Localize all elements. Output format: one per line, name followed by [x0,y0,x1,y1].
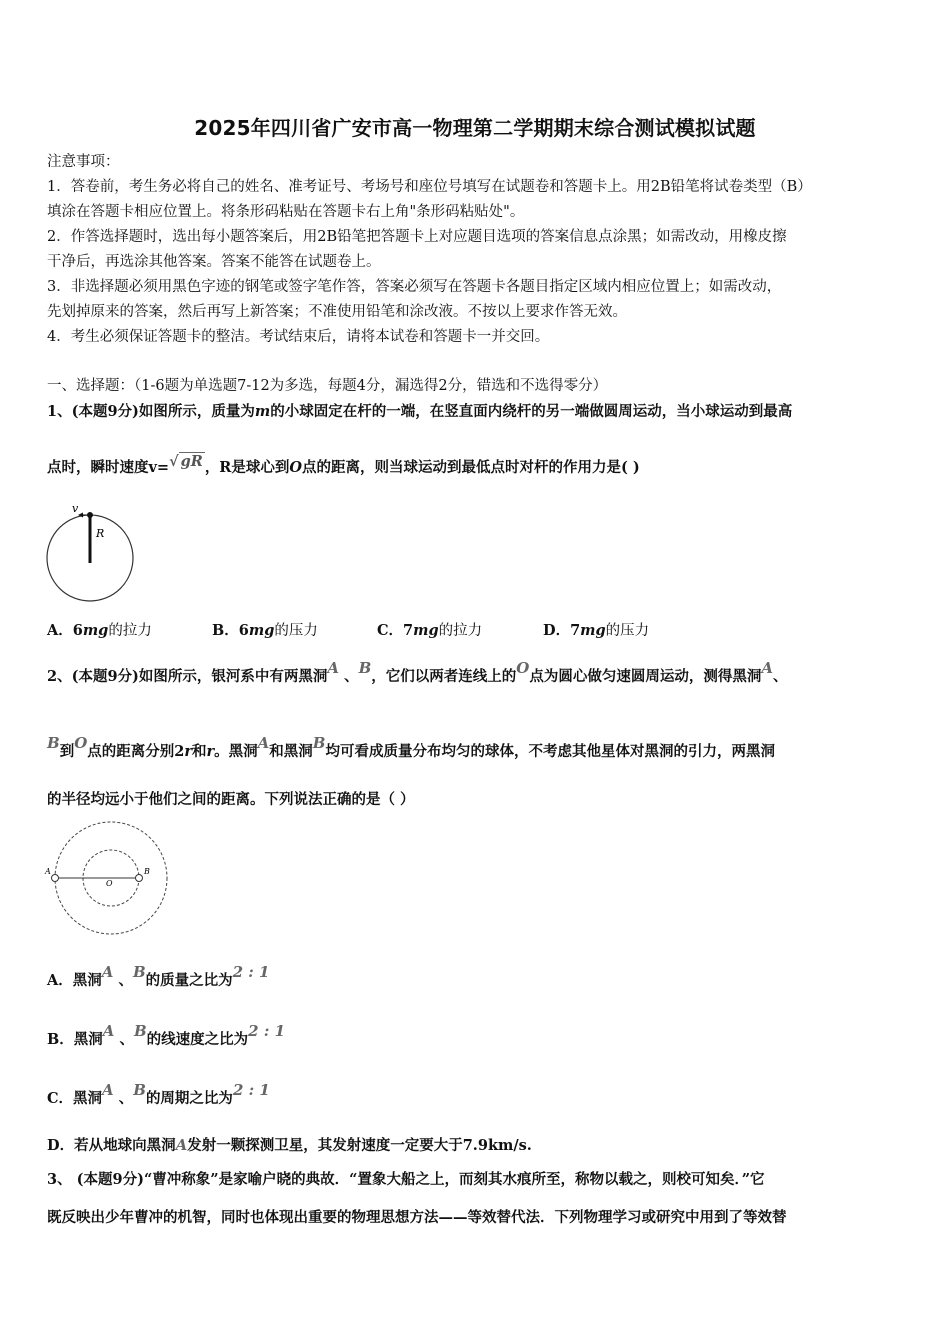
q1-stem-line2 [47,453,907,478]
q2-blackhole-a [52,875,59,882]
q1-option-b-label: B．6 [212,622,249,639]
q1-label-R: R [96,527,105,540]
q2-option-b-text: 的线速度之比为 [146,1031,249,1048]
q1-option-b-mg: mg [248,622,275,639]
q2-text-7: 。黑洞 [214,743,258,760]
q2-stem-line2 [47,734,907,762]
q2-option-b-sep: 、 [119,1031,134,1048]
q1-option-a-text: 的拉力 [108,623,152,639]
q1-text-2: 的小球固定在杆的一端，在竖直面内绕杆的另一端做圆周运动，当小球运动到最高 [270,403,793,420]
q2-B-2: B [47,734,60,752]
q2-option-a[interactable] [47,963,907,991]
q2-option-b-A: A [102,1022,115,1040]
q2-A-3: A [257,734,270,752]
q2-option-c[interactable] [47,1081,907,1109]
q2-option-d-label: D．若从地球向黑洞 [47,1137,176,1154]
q2-option-d[interactable] [47,1135,907,1156]
q1-option-c-mg: mg [413,622,439,639]
q2-blackhole-b [136,875,143,882]
q1-option-d[interactable] [543,619,649,640]
q2-option-c-text: 的周期之比为 [145,1090,233,1107]
q2-text-8: 和黑洞 [269,743,313,760]
q2-text-1: 2、(本题9分)如图所示，银河系中有两黑洞 [47,668,328,685]
q1-text-4: ，R是球心到 [204,459,290,476]
q2-r-1: r [184,743,192,760]
q1-O: O [289,459,303,476]
q1-option-d-text: 的压力 [605,623,650,639]
q1-m: m [254,403,271,420]
q2-stem-line3: 的半径均远小于他们之间的距离。下列说法正确的是（ ） [47,791,415,808]
sqrt-formula: √ gR [169,453,203,470]
q2-A-2: A [761,659,774,677]
q2-O-2: O [74,734,88,752]
q2-option-c-label: C．黑洞 [47,1090,103,1107]
notice-heading: 注意事项： [47,154,120,170]
q2-text-9: 均可看成质量分布均匀的球体，不考虑其他星体对黑洞的引力，两黑洞 [325,743,775,760]
notice-line-3b: 先划掉原来的答案，然后再写上新答案；不准使用铅笔和涂改液。不按以上要求作答无效。 [47,304,627,320]
notice-line-3a: 3．非选择题必须用黑色字迹的钢笔或签字笔作答，答案必须写在答题卡各题目指定区域内相应位置上；如需改动， [47,279,782,295]
q2-option-a-sep: 、 [118,972,133,989]
q1-option-a[interactable] [47,619,152,640]
notice-line-1a: 1．答卷前，考生务必将自己的姓名、准考证号、考场号和座位号填写在试题卷和答题卡上。用2B铅笔将试卷类型（B） [47,179,812,195]
q2-stem-line1 [47,659,907,687]
section-heading: 一、选择题：（1-6题为单选题7-12为多选，每题4分，漏选得2分，错选和不选得零分） [47,378,608,394]
q1-label-v: v [72,502,79,515]
q2-option-c-sep: 、 [118,1090,134,1107]
sqrt-radicand: gR [180,453,203,470]
q2-option-b[interactable] [47,1022,907,1050]
q2-option-a-A: A [101,963,114,981]
q1-text-3: 点时，瞬时速度v= [47,459,170,476]
q3-stem-line1: 3、 (本题9分)“曹冲称象”是家喻户晓的典故．“置象大船之上，而刻其水痕所至，称物以载之，则校可知矣．”它 [47,1171,765,1188]
q3-stem-line2: 既反映出少年曹冲的机智，同时也体现出重要的物理思想方法——等效替代法．下列物理学习或研究中用到了等效替 [47,1209,787,1226]
q2-B-3: B [312,734,326,752]
q2-label-A: A [45,867,51,876]
q1-option-c[interactable] [377,619,482,640]
notice-line-2b: 干净后，再选涂其他答案。答案不能答在试题卷上。 [47,254,381,270]
q2-option-c-ratio: 2 : 1 [232,1081,270,1099]
q2-text-5: 点的距离分别2 [87,743,185,760]
q2-A-1: A [327,659,340,677]
q1-stem-line1 [47,402,907,422]
notice-line-4: 4．考生必须保证答题卡的整洁。考试结束后，请将本试卷和答题卡一并交回。 [47,329,550,345]
q2-option-a-B: B [132,963,146,981]
q2-text-4: 到 [59,743,75,760]
q1-option-d-mg: mg [580,622,606,639]
page-title: 2025年四川省广安市高一物理第二学期期末综合测试模拟试题 [194,116,756,140]
q2-B-1: B [358,659,372,677]
q2-label-O: O [106,879,113,888]
q2-orbit-figure [40,818,170,936]
q2-option-a-ratio: 2 : 1 [232,963,270,981]
q1-circle-figure [40,500,140,605]
notice-line-2a: 2．作答选择题时，选出每小题答案后，用2B铅笔把答题卡上对应题目选项的答案信息点涂黑；如需改动，用橡皮擦 [47,229,787,245]
q1-option-d-label: D．7 [543,622,581,639]
notice-line-1b: 填涂在答题卡相应位置上。将条形码粘贴在答题卡右上角"条形码粘贴处"。 [47,204,525,220]
q1-option-c-label: C．7 [377,622,414,639]
q1-text-5: 点的距离，则当球运动到最低点时对杆的作用力是( ) [302,459,640,476]
q2-option-a-text: 的质量之比为 [145,972,233,989]
q2-label-B: B [144,867,150,876]
q2-O-1: O [516,659,530,677]
q2-text-3: 点为圆心做匀速圆周运动，测得黑洞 [529,668,762,685]
q2-option-b-B: B [133,1022,147,1040]
q2-option-b-label: B．黑洞 [47,1031,103,1048]
q2-text-6: 和 [192,743,207,760]
q2-option-a-label: A．黑洞 [47,972,102,989]
q1-option-a-label: A．6 [47,622,83,639]
q2-option-c-B: B [133,1081,146,1099]
q1-text-1: 1、(本题9分)如图所示，质量为 [47,403,255,420]
q2-r-2: r [206,743,215,760]
q1-option-b[interactable] [212,619,318,640]
q2-option-d-A: A [175,1136,188,1154]
q1-option-b-text: 的压力 [274,623,318,639]
q2-sep-1: 、 [344,668,359,685]
q2-sep-2: 、 [773,668,788,685]
q2-option-b-ratio: 2 : 1 [248,1022,286,1040]
q1-option-a-mg: mg [82,622,109,639]
q2-text-2: ，它们以两者连线上的 [371,668,517,685]
q1-option-c-text: 的拉力 [438,623,483,639]
q2-option-c-A: A [102,1081,114,1099]
q2-option-d-text: 发射一颗探测卫星，其发射速度一定要大于7.9km/s. [187,1137,532,1154]
